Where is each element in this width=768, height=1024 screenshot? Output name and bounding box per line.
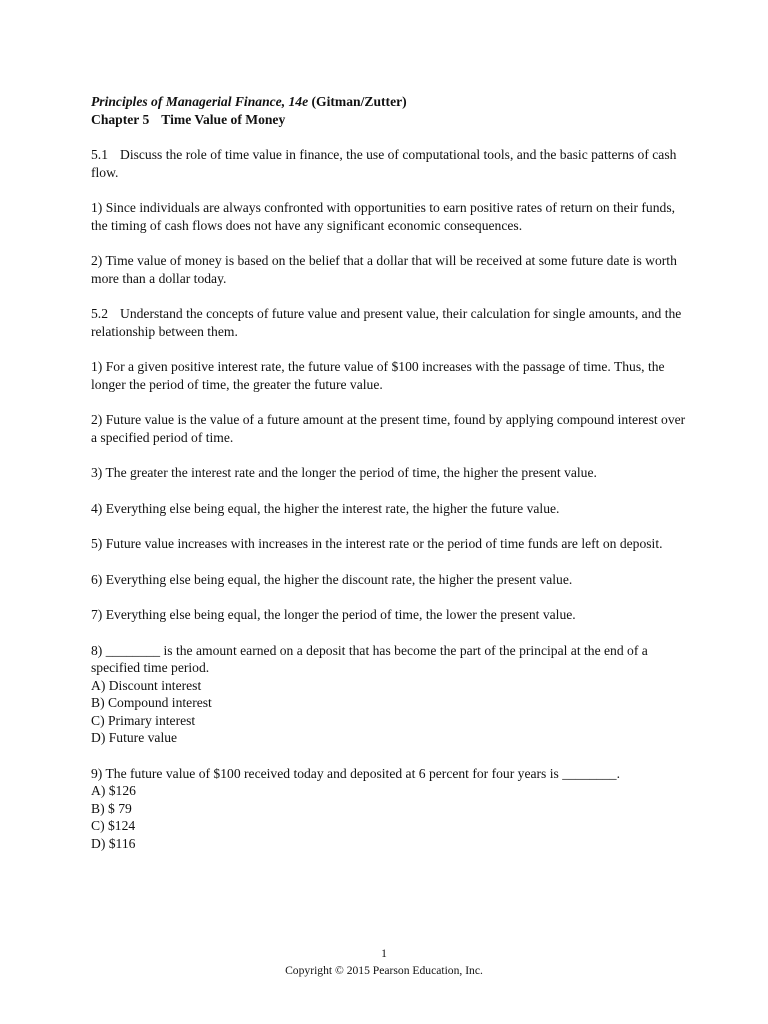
question-2-9 (91, 765, 691, 853)
question-2-4: 4) Everything else being equal, the higher the interest rate, the higher the future value. (91, 500, 560, 516)
question-2-1: 1) For a given positive interest rate, the future value of $100 increases with the passage of time. Thus, the longer the period of time, the greater the future value. (91, 359, 665, 392)
answer-option: D) Future value (91, 730, 178, 745)
book-title: Principles of Managerial Finance, 14e (91, 94, 309, 109)
question-2-6: 6) Everything else being equal, the higher the discount rate, the higher the present value. (91, 571, 573, 587)
answer-option: D) $116 (91, 835, 136, 851)
learning-objective-5-1 (91, 146, 691, 181)
chapter-label: Chapter 5 (91, 111, 150, 127)
question-2-2: 2) Future value is the value of a future amount at the present time, found by applying compound interest over a specified period of time. (91, 412, 686, 445)
question-2-7: 7) Everything else being equal, the longer the period of time, the lower the present value. (91, 607, 576, 622)
book-authors: (Gitman/Zutter) (311, 94, 407, 109)
question-2-5: 5) Future value increases with increases in the interest rate or the period of time funds are left on deposit. (91, 536, 663, 551)
objective-number: 5.2 (91, 306, 108, 321)
book-heading (91, 93, 691, 111)
learning-objective-5-2 (91, 305, 691, 340)
objective-text: Discuss the role of time value in finance, the use of computational tools, and the basic patterns of cash flow. (91, 147, 677, 180)
answer-option: C) $124 (91, 818, 136, 833)
chapter-name: Time Value of Money (161, 111, 286, 127)
copyright-notice: Copyright © 2015 Pearson Education, Inc. (285, 964, 483, 977)
question-2-3: 3) The greater the interest rate and the longer the period of time, the higher the present value. (91, 465, 597, 480)
question-stem: 8) ________ is the amount earned on a deposit that has become the part of the principal at the end of a specified time period. (91, 642, 648, 675)
question-1-1: 1) Since individuals are always confronted with opportunities to earn positive rates of return on their funds, the timing of cash flows does not have any significant economic consequences. (91, 200, 676, 233)
objective-text: Understand the concepts of future value and present value, their calculation for single amounts, and the relationship between them. (91, 306, 682, 339)
chapter-heading (91, 111, 691, 129)
answer-option: A) $126 (91, 783, 136, 798)
question-2-8 (91, 642, 691, 747)
page-number: 1 (381, 947, 387, 960)
document-page (91, 93, 691, 870)
question-1-2: 2) Time value of money is based on the belief that a dollar that will be received at some future date is worth more than a dollar today. (91, 253, 677, 286)
objective-number: 5.1 (91, 147, 108, 162)
answer-option: B) $ 79 (91, 800, 132, 816)
answer-option: A) Discount interest (91, 677, 202, 693)
answer-option: C) Primary interest (91, 712, 196, 728)
answer-option: B) Compound interest (91, 695, 212, 710)
question-stem: 9) The future value of $100 received today and deposited at 6 percent for four years is ________. (91, 765, 620, 781)
